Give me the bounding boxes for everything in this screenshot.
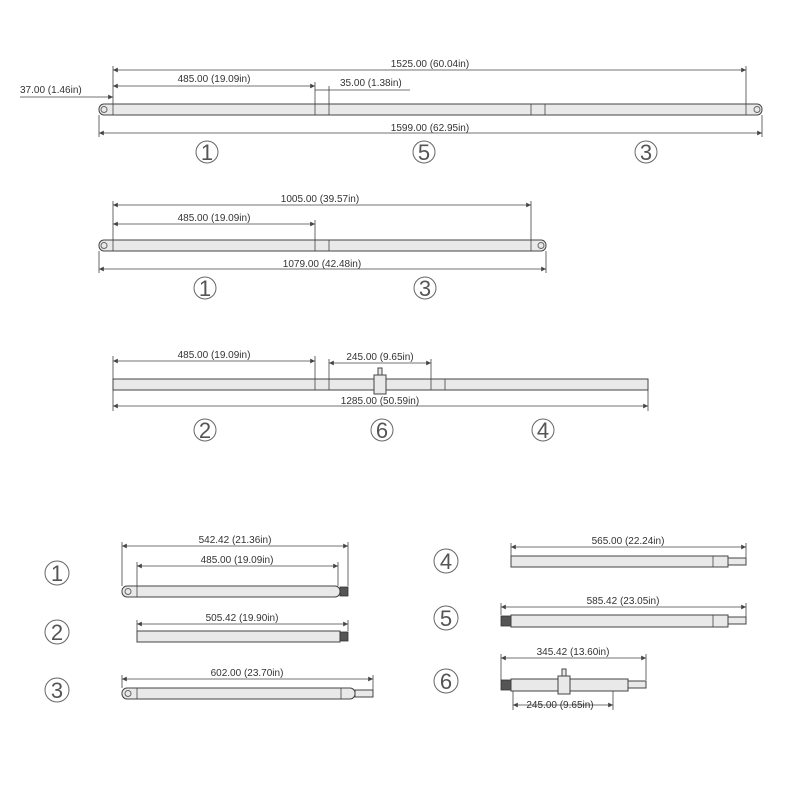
- dim-1005-label: 1005.00 (39.57in): [280, 194, 360, 205]
- dim-1285-label: 1285.00 (50.59in): [340, 396, 420, 407]
- part-number-label: 3: [50, 678, 64, 703]
- dim-345-label: 345.42 (13.60in): [536, 647, 610, 658]
- pin-end: [628, 681, 646, 688]
- assembly-1: [20, 59, 762, 165]
- dim-542-label: 542.42 (21.36in): [198, 535, 272, 546]
- dim-602-label: 602.00 (23.70in): [210, 668, 284, 679]
- part-number-label: 6: [375, 418, 389, 443]
- part-number-label: 5: [439, 606, 453, 631]
- part-number-label: 1: [50, 561, 64, 586]
- component-5-bar: [511, 615, 728, 627]
- dim-1079-label: 1079.00 (42.48in): [282, 259, 362, 270]
- threaded-end: [501, 616, 511, 626]
- pin-end: [728, 617, 746, 624]
- component-2-bar: [137, 631, 340, 642]
- component-4-bar: [511, 556, 728, 567]
- part-number-label: 6: [439, 669, 453, 694]
- center-pin: [562, 669, 566, 676]
- component-2: [45, 613, 348, 645]
- part-number-label: 2: [198, 418, 212, 443]
- part-number-label: 1: [200, 140, 214, 165]
- threaded-end: [340, 632, 348, 641]
- part-number-label: 3: [418, 276, 432, 301]
- component-6: [434, 647, 646, 711]
- part-number-label: 2: [50, 620, 64, 645]
- part-number-label: 4: [536, 418, 550, 443]
- part-number-label: 1: [198, 276, 212, 301]
- center-pin: [378, 368, 382, 375]
- dim-35-label: 35.00 (1.38in): [340, 78, 402, 89]
- dim-485-label: 485.00 (19.09in): [177, 74, 251, 85]
- assembly-1-bar: [99, 104, 762, 115]
- dim-485-label: 485.00 (19.09in): [200, 555, 274, 566]
- component-4: [434, 536, 746, 574]
- component-5: [434, 596, 746, 631]
- dim-485-label: 485.00 (19.09in): [177, 213, 251, 224]
- dim-1525-label: 1525.00 (60.04in): [390, 59, 470, 70]
- threaded-end: [501, 680, 511, 690]
- part-number-label: 4: [439, 549, 453, 574]
- dim-245-label: 245.00 (9.65in): [346, 352, 414, 363]
- dim-505-label: 505.42 (19.90in): [205, 613, 279, 624]
- dim-585-label: 585.42 (23.05in): [586, 596, 660, 607]
- pin-end: [355, 690, 373, 697]
- part-number-label: 5: [417, 140, 431, 165]
- dim-565-label: 565.00 (22.24in): [591, 536, 665, 547]
- pin-end: [728, 558, 746, 565]
- threaded-end: [340, 587, 348, 596]
- assembly-3: [113, 350, 648, 443]
- assembly-2: [99, 194, 546, 301]
- dim-1599-label: 1599.00 (62.95in): [390, 123, 470, 134]
- dim-245-label: 245.00 (9.65in): [526, 700, 594, 711]
- assembly-2-bar: [99, 240, 546, 251]
- dim-485-label: 485.00 (19.09in): [177, 350, 251, 361]
- component-3: [45, 668, 373, 703]
- part-number-label: 3: [639, 140, 653, 165]
- dim-37-label: 37.00 (1.46in): [20, 85, 82, 96]
- center-pin-block: [558, 676, 570, 694]
- component-1-bar: [122, 586, 340, 597]
- component-1: [45, 535, 348, 597]
- component-3-bar: [122, 688, 355, 699]
- center-pin-block: [374, 375, 386, 394]
